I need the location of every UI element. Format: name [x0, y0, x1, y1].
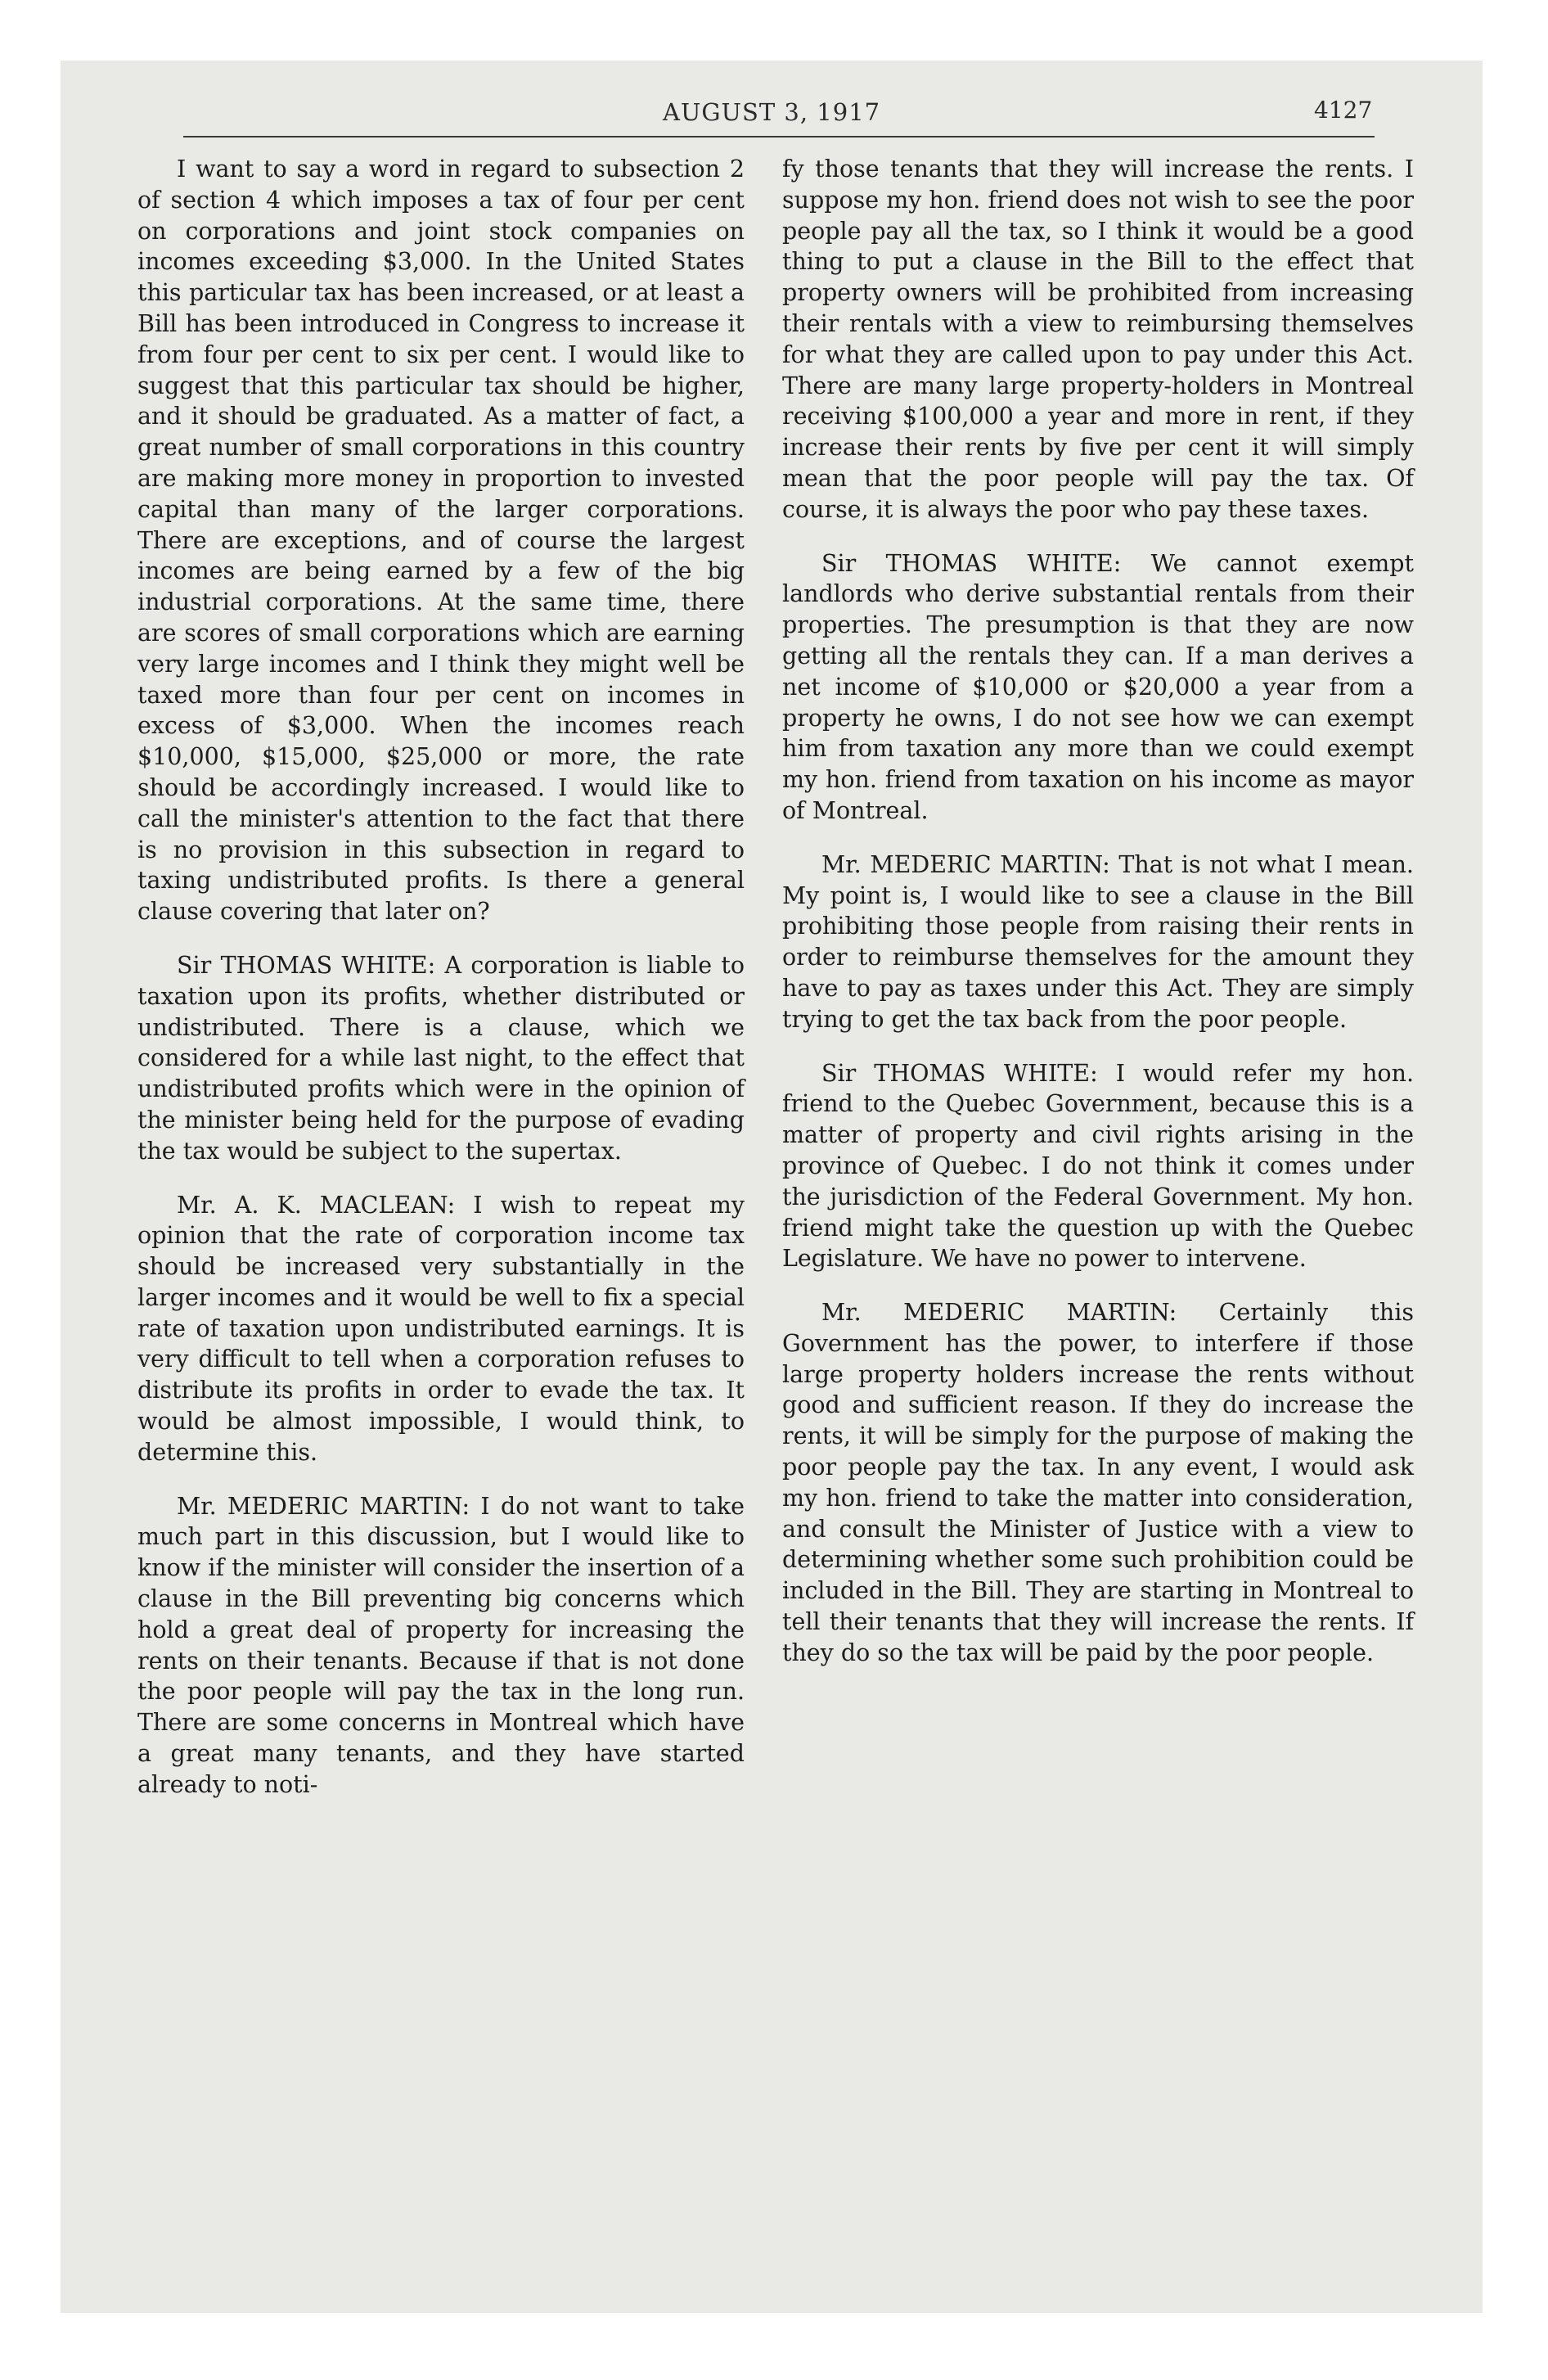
- paragraph: Sir THOMAS WHITE: I would refer my hon. friend to the Quebec Government, because this is a matter of property and civil rights arising in the province of Quebec. I do not think it comes under the jurisdiction of the Federal Government. My hon. friend might take the question up with the Quebec Legislature. We have no power to intervene.: [782, 1059, 1414, 1273]
- paragraph: Sir THOMAS WHITE: A corporation is liable to taxation upon its profits, whether distributed or undistributed. There is a clause, which we considered for a while last night, to the effect that undistributed profits which were in the opinion of the minister being held for the purpose of evading the tax would be subject to the supertax.: [137, 951, 745, 1165]
- page-header: [0, 90, 1548, 131]
- paragraph: Mr. MEDERIC MARTIN: That is not what I mean. My point is, I would like to see a clause in the Bill prohibiting those people from raising their rents in order to reimburse themselves for the amount they have to pay as taxes under this Act. They are simply trying to get the tax back from the poor people.: [782, 850, 1414, 1033]
- right-column: [782, 154, 1414, 1692]
- paragraph-continuation: fy those tenants that they will increase the rents. I suppose my hon. friend does not wish to see the poor people pay all the tax, so I think it would be a good thing to put a clause in the Bill to the effect that property owners will be prohibited from increasing their rentals with a view to reimbursing themselves for what they are called upon to pay under this Act. There are many large property-holders in Montreal receiving $100,000 a year and more in rent, if they increase their rents by five per cent it will simply mean that the poor people will pay the tax. Of course, it is always the poor who pay these taxes.: [782, 156, 1414, 523]
- paragraph: Mr. MEDERIC MARTIN: Certainly this Government has the power, to interfere if those large property holders increase the rents without good and sufficient reason. If they do increase the rents, it will be simply for the purpose of making the poor people pay the tax. In any event, I would ask my hon. friend to take the matter into consideration, and consult the Minister of Justice with a view to determining whether some such prohibition could be included in the Bill. They are starting in Montreal to tell their tenants that they will increase the rents. If they do so the tax will be paid by the poor people.: [782, 1299, 1414, 1666]
- paragraph: Mr. MEDERIC MARTIN: I do not want to take much part in this discussion, but I would like to know if the minister will consider the insertion of a clause in the Bill preventing big concerns which hold a great deal of property for increasing the rents on their tenants. Because if that is not done the poor people will pay the tax in the long run. There are some concerns in Montreal which have a great many tenants, and they have started already to noti-: [137, 1492, 745, 1798]
- paragraph: Sir THOMAS WHITE: We cannot exempt landlords who derive substantial rentals from their properties. The presumption is that they are now getting all the rentals they can. If a man derives a net income of $10,000 or $20,000 a year from a property he owns, I do not see how we can exempt him from taxation any more than we could exempt my hon. friend from taxation on his income as mayor of Montreal.: [782, 549, 1414, 824]
- header-date: AUGUST 3, 1917: [663, 98, 881, 126]
- paragraph: I want to say a word in regard to subsection 2 of section 4 which imposes a tax of four per cent on corporations and joint stock companies on incomes exceeding $3,000. In the United States this particular tax has been increased, or at least a Bill has been introduced in Congress to increase it from four per cent to six per cent. I would like to suggest that this particular tax should be higher, and it should be graduated. As a matter of fact, a great number of small corporations in this country are making more money in proportion to invested capital than many of the larger corporations. There are exceptions, and of course the largest incomes are being earned by a few of the big industrial corporations. At the same time, there are scores of small corporations which are earning very large incomes and I think they might well be taxed more than four per cent on incomes in excess of $3,000. When the incomes reach $10,000, $15,000, $25,000 or more, the rate should be accordingly increased. I would like to call the minister's attention to the fact that there is no provision in this subsection in regard to taxing undistributed profits. Is there a general clause covering that later on?: [137, 156, 745, 926]
- paragraph: Mr. A. K. MACLEAN: I wish to repeat my opinion that the rate of corporation income tax should be increased very substantially in the larger incomes and it would be well to fix a special rate of taxation upon undistributed earnings. It is very difficult to tell when a corporation refuses to distribute its profits in order to evade the tax. It would be almost impossible, I would think, to determine this.: [137, 1191, 745, 1466]
- left-column: [137, 154, 745, 1823]
- header-rule: [183, 136, 1375, 137]
- page-number: 4127: [1314, 97, 1373, 124]
